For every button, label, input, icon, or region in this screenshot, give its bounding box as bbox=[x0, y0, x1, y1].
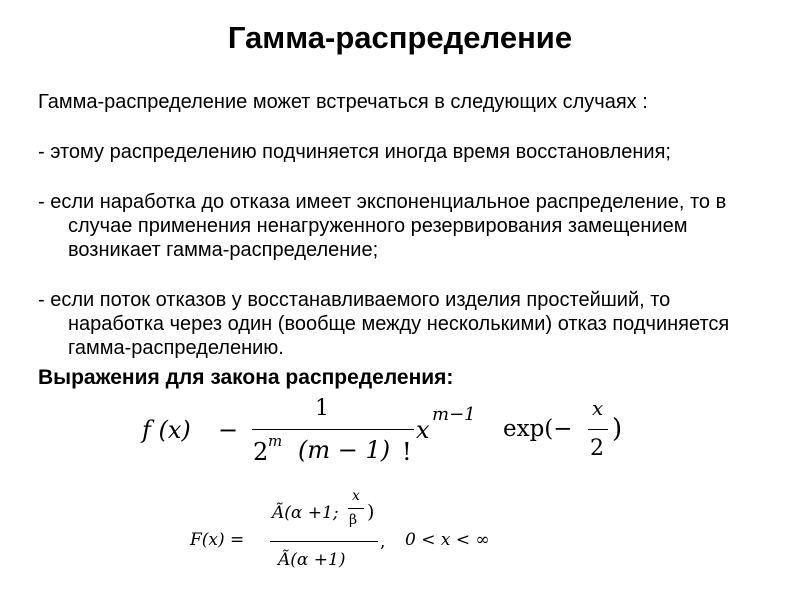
denominator-base: 2 bbox=[253, 438, 269, 466]
cdf-num-gamma: Ã(α +1; bbox=[272, 503, 339, 523]
denominator-factorial: ! bbox=[402, 438, 412, 466]
cdf-num-x: x bbox=[352, 488, 360, 504]
cdf-inner-fraction-bar bbox=[348, 508, 364, 509]
density-relation: − bbox=[218, 416, 239, 444]
exp-close-paren: ) bbox=[612, 414, 623, 444]
distribution-formula bbox=[190, 488, 530, 580]
cdf-lhs: F(x) = bbox=[190, 530, 245, 550]
cdf-num-close: ) bbox=[367, 501, 375, 523]
denominator-paren: (m − 1) bbox=[298, 436, 391, 464]
slide-title: Гамма-распределение bbox=[227, 20, 573, 55]
density-formula bbox=[140, 398, 640, 468]
exp-function: exp(− bbox=[503, 416, 573, 442]
power-base: x bbox=[416, 416, 430, 444]
paragraph-exponential-reserve: - если наработка до отказа имеет экспоненциальное распределение, то в случае применения ненагруженного резервирования замещением возникает гамма-распределение; bbox=[38, 191, 727, 261]
denominator-exponent: m bbox=[268, 432, 283, 450]
cdf-denominator: Ã(α +1) bbox=[278, 550, 346, 570]
cdf-num-beta: β bbox=[349, 512, 358, 528]
paragraph-restoration-time: - этому распределению подчиняется иногда время восстановления; bbox=[38, 141, 671, 163]
coefficient-fraction-bar bbox=[252, 429, 414, 430]
exp-fraction-bar bbox=[588, 429, 608, 430]
coefficient-numerator: 1 bbox=[315, 396, 329, 421]
cdf-fraction-bar bbox=[270, 541, 378, 542]
cdf-condition: 0 < x < ∞ bbox=[405, 530, 490, 550]
paragraph-intro: Гамма-распределение может встречаться в следующих случаях : bbox=[38, 91, 648, 113]
density-lhs: f (x) bbox=[142, 416, 191, 444]
paragraph-failure-flow: - если поток отказов у восстанавливаемого изделия простейший, то наработка через один (вообще между несколькими) отказ подчиняется гамма-распределению. bbox=[38, 289, 730, 359]
exp-frac-denominator: 2 bbox=[590, 436, 604, 461]
exp-frac-numerator: x bbox=[592, 396, 604, 420]
distribution-law-subheading: Выражения для закона распределения: bbox=[38, 366, 454, 389]
power-exponent: m−1 bbox=[432, 404, 476, 425]
cdf-comma: , bbox=[380, 532, 386, 552]
